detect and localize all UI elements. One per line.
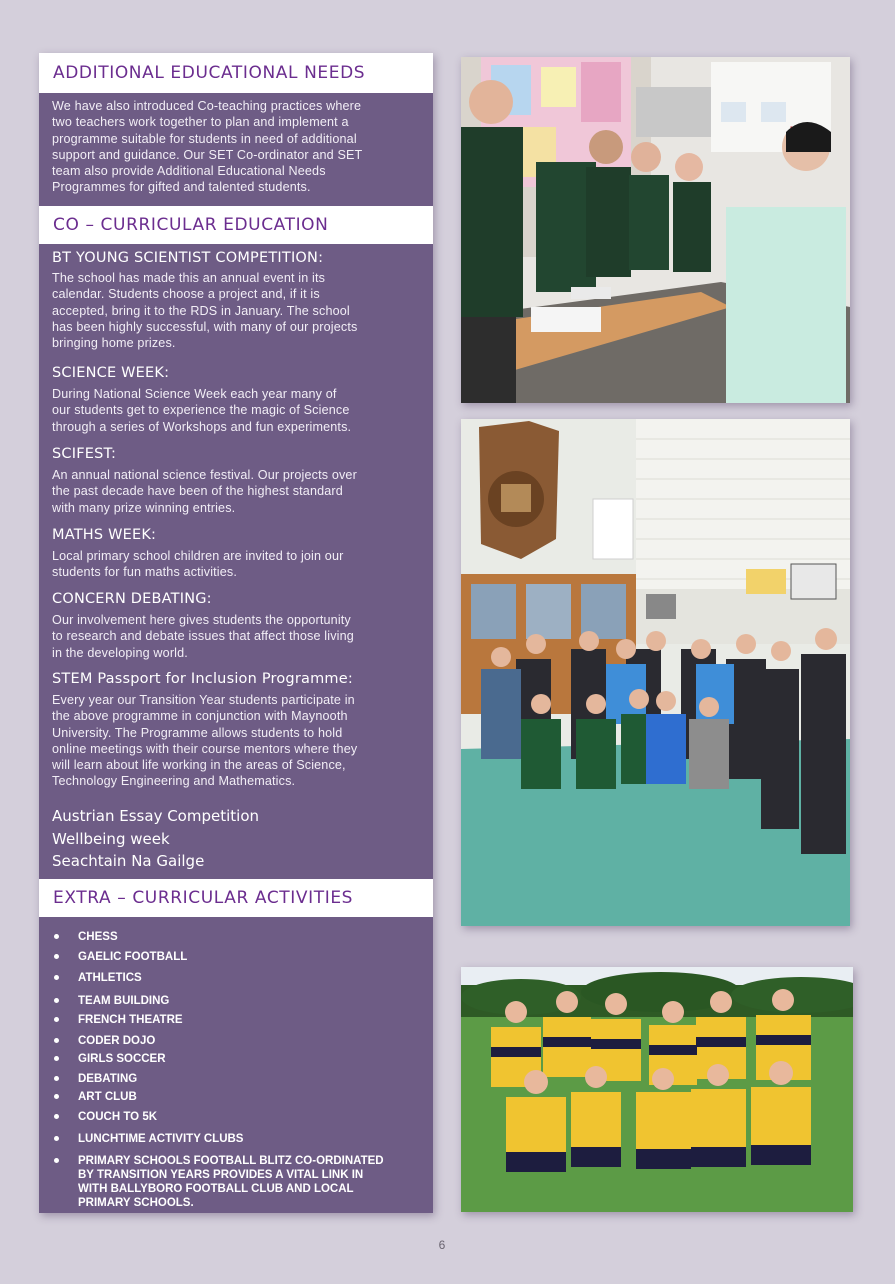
text-line: online meetings with their course mentors where they <box>52 741 358 756</box>
text-line: WITH BALLYBORO FOOTBALL CLUB AND LOCAL <box>78 1183 354 1195</box>
text-line: Local primary school children are invited to join our <box>52 549 344 563</box>
activity-label: GIRLS SOCCER <box>78 1053 166 1065</box>
bullet-icon <box>54 1114 59 1119</box>
aen-paragraph <box>52 98 424 196</box>
activity-label: CHESS <box>78 931 118 943</box>
text-line: The school has made this an annual event in its <box>52 271 326 285</box>
subheading: BT YOUNG SCIENTIST COMPETITION: <box>52 250 324 266</box>
text-line: Technology Engineering and Mathematics. <box>52 774 296 789</box>
subheading: CONCERN DEBATING: <box>52 591 212 607</box>
bullet-icon <box>54 1136 59 1141</box>
text-line: During National Science Week each year many of <box>52 387 337 401</box>
photo-football-team <box>461 967 853 1212</box>
photo-classroom-students <box>461 57 850 403</box>
list-item <box>52 1072 137 1086</box>
list-item <box>52 1052 166 1066</box>
bullet-icon <box>54 1017 59 1022</box>
list-item <box>52 1154 384 1210</box>
text-line: has been highly successful, with many of our projects <box>52 319 358 334</box>
text-line: in the developing world. <box>52 645 188 660</box>
concern-debating-section <box>52 591 424 661</box>
text-line: students for fun maths activities. <box>52 565 237 580</box>
list-item <box>52 994 169 1008</box>
text-line: PRIMARY SCHOOLS. <box>78 1197 194 1209</box>
activity-label: ATHLETICS <box>78 972 142 984</box>
list-item <box>52 930 118 944</box>
event-seachtain-na-gailge: Seachtain Na Gailge <box>52 852 205 870</box>
bt-young-scientist-section <box>52 250 424 351</box>
bullet-icon <box>54 934 59 939</box>
list-item <box>52 1110 157 1124</box>
science-week-section <box>52 365 424 435</box>
page-number: 6 <box>438 1238 446 1252</box>
bullet-icon <box>54 998 59 1003</box>
subheading: MATHS WEEK: <box>52 527 157 543</box>
bullet-icon <box>54 1158 59 1163</box>
bullet-icon <box>54 1076 59 1081</box>
text-line: support and guidance. Our SET Co-ordinator and SET <box>52 147 363 162</box>
activity-label: LUNCHTIME ACTIVITY CLUBS <box>78 1133 244 1145</box>
stem-passport-section <box>52 671 424 790</box>
activity-label: COUCH TO 5K <box>78 1111 158 1123</box>
section-title-co-curricular-education: CO – CURRICULAR EDUCATION <box>39 206 433 244</box>
list-item <box>52 971 142 985</box>
activity-label: DEBATING <box>78 1073 138 1085</box>
text-line: Programmes for gifted and talented students. <box>52 180 311 195</box>
subheading: STEM Passport for Inclusion Programme: <box>52 671 353 687</box>
text-line: We have also introduced Co-teaching practices where <box>52 99 362 113</box>
text-line: will learn about life working in the areas of Science, <box>52 758 346 773</box>
subheading: SCIFEST: <box>52 446 117 462</box>
text-line: calendar. Students choose a project and, if it is <box>52 287 320 302</box>
text-line: Our involvement here gives students the opportunity <box>52 613 351 627</box>
activity-label: ART CLUB <box>78 1091 137 1103</box>
activity-label: TEAM BUILDING <box>78 995 170 1007</box>
text-line: PRIMARY SCHOOLS FOOTBALL BLITZ CO-ORDINATED <box>78 1155 384 1167</box>
subheading: SCIENCE WEEK: <box>52 365 170 381</box>
list-item <box>52 950 187 964</box>
activity-label: GAELIC FOOTBALL <box>78 951 188 963</box>
activity-label-multiline <box>78 1154 384 1210</box>
other-events-list <box>52 805 424 873</box>
activities-list <box>52 930 424 1210</box>
text-line: University. The Programme allows students to hold <box>52 725 343 740</box>
text-line: our students get to experience the magic of Science <box>52 403 350 418</box>
bullet-icon <box>54 1038 59 1043</box>
event-austrian-essay: Austrian Essay Competition <box>52 807 260 825</box>
list-item <box>52 1034 155 1048</box>
text-line: programme suitable for students in need of additional <box>52 131 357 146</box>
bullet-icon <box>54 1056 59 1061</box>
text-line: Every year our Transition Year students participate in <box>52 693 355 707</box>
section-title-extra-curricular-activities: EXTRA – CURRICULAR ACTIVITIES <box>39 879 433 917</box>
text-line: with many prize winning entries. <box>52 500 236 515</box>
text-line: team also provide Additional Educational Needs <box>52 164 326 179</box>
bullet-icon <box>54 975 59 980</box>
list-item <box>52 1090 137 1104</box>
activity-label: FRENCH THEATRE <box>78 1014 183 1026</box>
scifest-section <box>52 446 424 516</box>
bullet-icon <box>54 954 59 959</box>
text-line: accepted, bring it to the RDS in January. The school <box>52 303 350 318</box>
list-item <box>52 1013 183 1027</box>
list-item <box>52 1132 243 1146</box>
event-wellbeing-week: Wellbeing week <box>52 829 170 848</box>
text-line: to research and debate issues that affect those living <box>52 629 354 644</box>
photo-medal-winners <box>461 419 850 926</box>
text-line: the above programme in conjunction with Maynooth <box>52 709 348 724</box>
maths-week-section <box>52 527 424 581</box>
text-line: the past decade have been of the highest standard <box>52 484 343 499</box>
text-line: through a series of Workshops and fun experiments. <box>52 419 352 434</box>
text-line: two teachers work together to plan and implement a <box>52 115 349 130</box>
bullet-icon <box>54 1094 59 1099</box>
section-title-additional-educational-needs: ADDITIONAL EDUCATIONAL NEEDS <box>39 53 433 93</box>
text-line: An annual national science festival. Our projects over <box>52 468 357 482</box>
text-line: BY TRANSITION YEARS PROVIDES A VITAL LINK IN <box>78 1169 364 1181</box>
activity-label: CODER DOJO <box>78 1035 156 1047</box>
text-line: bringing home prizes. <box>52 336 176 351</box>
